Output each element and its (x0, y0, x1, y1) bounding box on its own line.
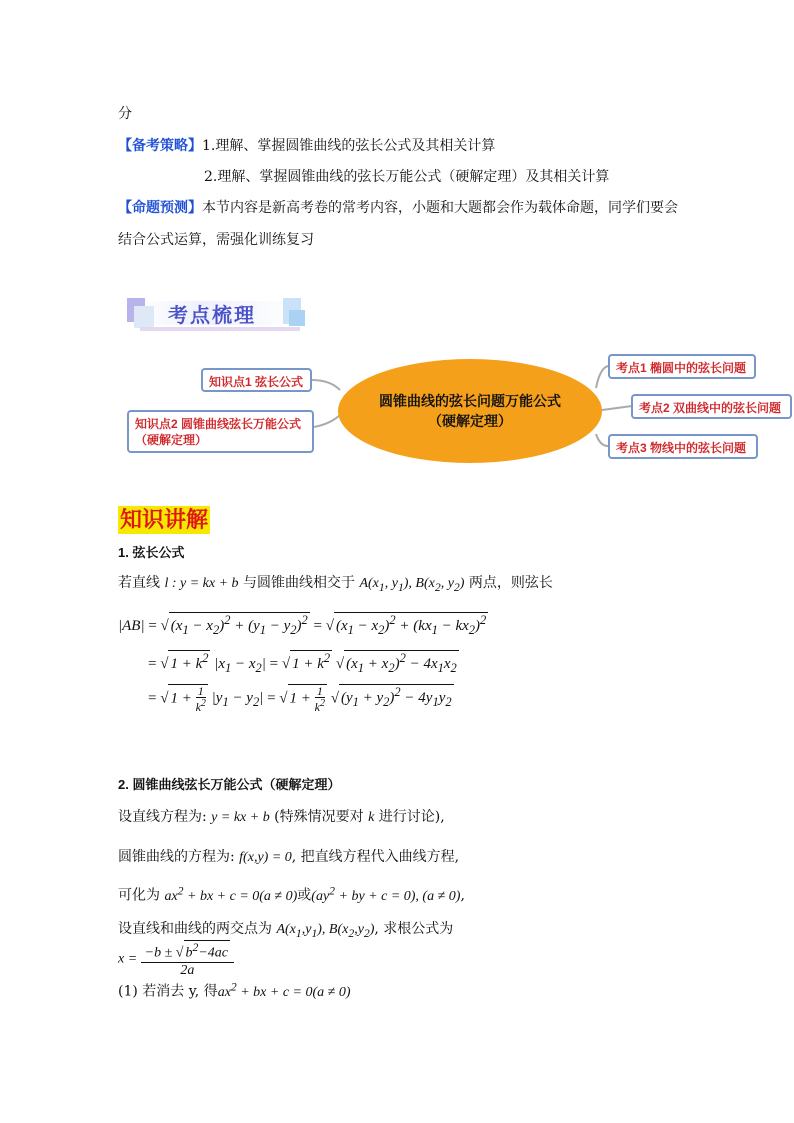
predict-text: 本节内容是新高考卷的常考内容，小题和大题都会作为载体命题，同学们要会 (202, 200, 678, 216)
intro-line-0: 分 (118, 106, 132, 122)
p6-text: (1) 若消去 y, 得 (118, 983, 218, 1000)
line-equation: l : y = kx + b (164, 576, 239, 591)
chord-formula-line-1: |AB| = √ $(x_1 - x_2)^2 + (y_1 - y_2)^2$ = √ $(x_1 - x_2)^2 + (kx_1 - kx_2)^2$ (118, 613, 487, 637)
mindmap-center-node (338, 359, 602, 463)
p4-equation-2: ($ay^2$ + by + c = 0), (a ≠ 0) (311, 884, 461, 904)
strategy-tag: 【备考策略】 (118, 138, 202, 154)
paragraph-1 (118, 572, 553, 594)
p4-text-a: 可化为 (118, 887, 160, 904)
mindmap-node-knowledge-2 (127, 410, 314, 453)
p2-k: k (368, 810, 375, 825)
p6-equation: $ax^2$ + bx + c = 0(a ≠ 0) (217, 980, 351, 1000)
p1-text-c: 两点，则弦长 (468, 575, 553, 591)
p5-points: $A(x_1,y_1)$, $B(x_2,y_2)$ (276, 922, 375, 940)
banner-title: 考点梳理 (168, 305, 256, 327)
mindmap-node-knowledge-1: 知识点1 弦长公式 (201, 368, 312, 392)
p5-text-a: 设直线和曲线的两交点为 (118, 921, 272, 937)
p3-equation: f(x,y) = 0 (239, 850, 292, 865)
quadratic-formula: x = $\frac{-b \pm √ b^2-4ac}{2a}$ (118, 940, 234, 979)
p4-text-b: 或 (297, 887, 312, 904)
mindmap-node-topic-2: 考点2 双曲线中的弦长问题 (631, 394, 792, 419)
p1-text-b: 与圆锥曲线相交于 (243, 575, 355, 591)
paragraph-5 (118, 918, 453, 940)
chord-formula-line-2: = √ $1 + k^2$ $|x_1 - x_2|$ = √ $1 + k^2$ √ $(x_1 + x_2)^2 - 4x_1x_2$ (148, 651, 457, 675)
mindmap-node-topic-1: 考点1 椭圆中的弦长问题 (608, 354, 756, 379)
p4-equation-1: $ax^2$ + bx + c = 0(a ≠ 0) (164, 884, 298, 904)
heading-2: 2. 圆锥曲线弦长万能公式（硬解定理） (118, 777, 341, 792)
p2-text-a: 设直线方程为: (118, 809, 207, 825)
chord-formula-line-3: = √ 1 + $\frac{1}{k^2}$ $|y_1 - y_2|$ = √ 1 + $\frac{1}{k^2}$ √ $(y_1 + y_2)^2 - 4y_1y_2$ (148, 684, 452, 714)
strategy-line-2: 2.理解、掌握圆锥曲线的弦长万能公式（硬解定理）及其相关计算 (204, 169, 610, 185)
p5-text-b: , 求根公式为 (374, 921, 454, 937)
mindmap-node-knowledge-2-line1: 知识点2 圆锥曲线弦长万能公式 (135, 417, 302, 431)
mindmap-node-knowledge-2-line2: （硬解定理） (135, 433, 208, 447)
p2-equation: y = kx + b (211, 810, 270, 825)
p2-text-b: (特殊情况要对 (274, 809, 364, 825)
paragraph-6 (118, 980, 351, 1001)
intersection-points: $A(x_1$, $y_1$), $B(x_2$, $y_2$) (359, 576, 465, 594)
strategy-text-1: 1.理解、掌握圆锥曲线的弦长公式及其相关计算 (202, 138, 496, 154)
heading-1: 1. 弦长公式 (118, 545, 185, 560)
p2-text-c: 进行讨论), (378, 809, 445, 825)
mindmap-center-line2: （硬解定理） (428, 413, 512, 429)
mindmap-node-topic-3: 考点3 物线中的弦长问题 (608, 434, 758, 459)
paragraph-3 (118, 846, 459, 866)
paragraph-4: 可化为 $ax^2$ + bx + c = 0(a ≠ 0)或($ay^2$ + by + c = 0), (a ≠ 0), (118, 884, 465, 904)
predict-tag: 【命题预测】 (118, 200, 202, 216)
section-heading: 知识讲解 (120, 507, 209, 532)
p3-text-b: , 把直线方程代入曲线方程, (291, 849, 460, 865)
paragraph-2 (118, 806, 445, 826)
mindmap-center-line1: 圆锥曲线的弦长问题万能公式 (379, 393, 561, 409)
p1-text-a: 若直线 (118, 575, 160, 591)
predict-line-2: 结合公式运算，需强化训练复习 (118, 232, 314, 248)
p3-text-a: 圆锥曲线的方程为: (118, 849, 235, 865)
